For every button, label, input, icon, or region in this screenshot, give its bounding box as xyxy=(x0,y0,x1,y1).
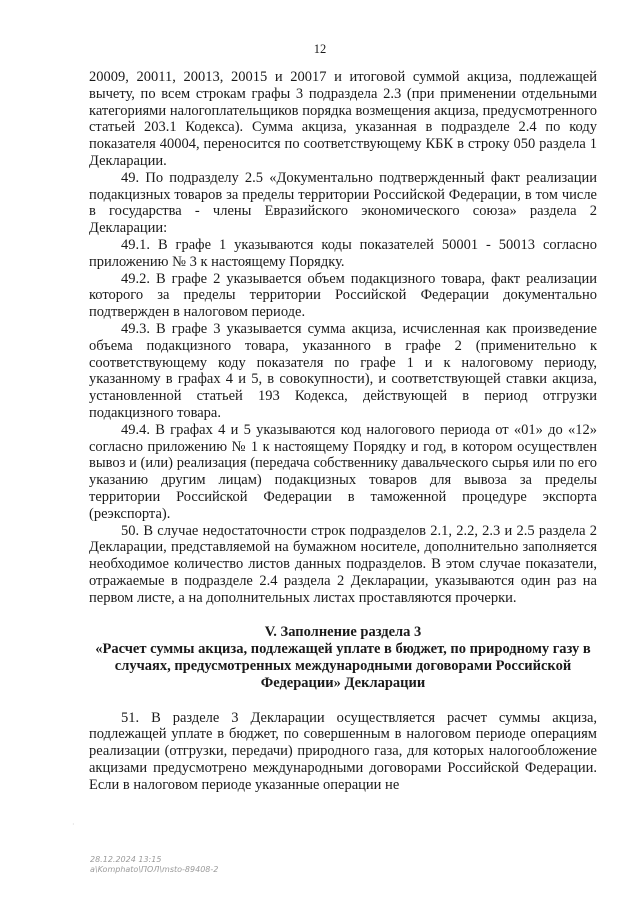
page-number: 12 xyxy=(313,42,327,56)
paragraph-49-3: 49.3. В графе 3 указывается сумма акциза, исчисленная как произведение объема подакцизного товара, указанного в графе 2 (применительно к соответствующему коду показателя по графе 1 и к налоговому периоду, указанному в графах 4 и 5, в совокупности), и соответствующей ставки акциза, установленной статьей 193 Кодекса, действующей в период отгрузки подакцизного товара. xyxy=(89,320,597,421)
paragraph-51: 51. В разделе 3 Декларации осуществляется расчет суммы акциза, подлежащей уплате в бюджет, по совершенным в налоговом периоде операциям реализации (отгрузки, передачи) природного газа, для которых налогообложение акцизами предусмотрено международными договорами Российской Федерации. Если в налоговом периоде указанные операции не xyxy=(89,709,597,793)
margin-mark: · xyxy=(72,820,75,829)
paragraph-continuation: 20009, 20011, 20013, 20015 и 20017 и итоговой суммой акциза, подлежащей вычету, по всем строкам графы 3 подраздела 2.3 (при применении отдельными категориями налогоплательщиков порядка возмещения акциза, предусмотренного статьей 203.1 Кодекса). Сумма акциза, указанная в подразделе 2.4 по коду показателя 40004, переносится по соответствующему КБК в строку 050 раздела 1 Декларации. xyxy=(89,69,597,169)
footer-path: a\Komphato\ПОЛ\msto-89408-2 xyxy=(90,865,219,874)
paragraph-49: 49. По подразделу 2.5 «Документально подтвержденный факт реализации подакцизных товаров за пределы территории Российской Федерации, в том числе в государства - члены Евразийского экономического союза» раздела 2 Декларации: xyxy=(89,169,597,237)
section-heading-title: V. Заполнение раздела 3 xyxy=(264,623,422,640)
footer-date: 28.12.2024 13:15 xyxy=(90,855,162,864)
footer-stamp xyxy=(90,855,218,875)
paragraph-49-1: 49.1. В графе 1 указываются коды показателей 50001 - 50013 согласно приложению № 3 к настоящему Порядку. xyxy=(89,236,597,270)
paragraph-49-2: 49.2. В графе 2 указывается объем подакцизного товара, факт реализации которого за пределы территории Российской Федерации документально подтвержден в налоговом периоде. xyxy=(89,270,597,321)
section-heading xyxy=(89,624,597,692)
document-body xyxy=(89,69,597,793)
section-heading-subtitle-main: «Расчет суммы акциза, подлежащей уплате в бюджет, по природному газу в случаях, предусмотренных международными договорами Российской Федерации» xyxy=(95,640,591,691)
section-heading-subtitle xyxy=(89,641,597,692)
section-heading-subtitle-suffix: Декларации xyxy=(340,674,426,691)
paragraph-50: 50. В случае недостаточности строк подразделов 2.1, 2.2, 2.3 и 2.5 раздела 2 Декларации, представляемой на бумажном носителе, дополнительно заполняется необходимое количество листов данных подразделов. В этом случае показатели, отражаемые в подразделе 2.4 раздела 2 Декларации, указываются один раз на первом листе, а на дополнительных листах проставляются прочерки. xyxy=(89,522,597,606)
paragraph-49-4: 49.4. В графах 4 и 5 указываются код налогового периода от «01» до «12» согласно приложению № 1 к настоящему Порядку и год, в котором осуществлен вывоз и (или) реализация (передача собственнику давальческого сырья или по его указанию другим лицам) подакцизных товаров для вывоза за пределы территории Российской Федерации в таможенной процедуре экспорта (реэкспорта). xyxy=(89,421,597,522)
